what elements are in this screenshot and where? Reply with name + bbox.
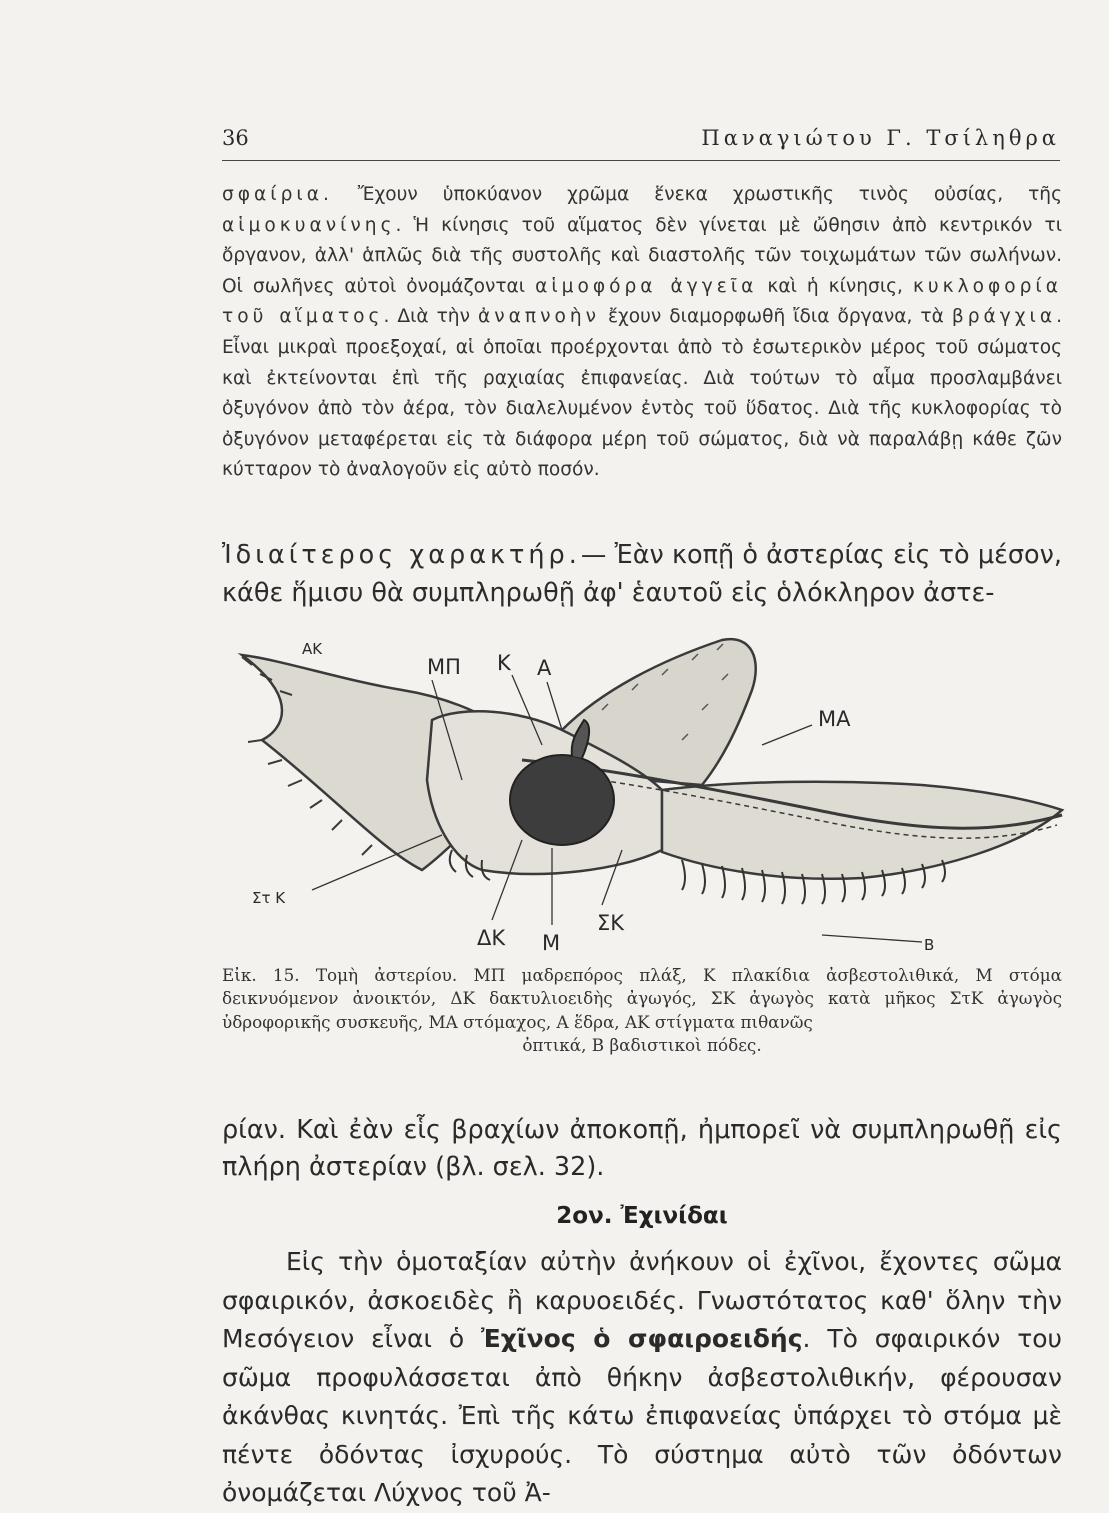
section-title-echinidae: 2ον. Ἐχινίδαι (556, 1203, 728, 1229)
label-ma: ΜΑ (818, 707, 851, 731)
text-run: — Ἐὰν κοπῇ ὁ ἀστερίας εἰς τὸ μέσον, κάθε ἥμισυ θὰ συμπληρωθῇ ἀφ' ἑαυτοῦ εἰς ὁλόκληρον ἀστε- (222, 540, 1062, 608)
starfish-illustration (222, 620, 1072, 965)
running-head: Παναγιώτου Γ. Τσίληθρα (701, 126, 1060, 150)
caption-text: Εἰκ. 15. Τομὴ ἀστερίου. ΜΠ μαδρεπόρος πλάξ, Κ πλακίδια ἀσβεστολιθικά, Μ στόμα δεικνυόμενον ἀνοικτόν, ΔΚ δακτυλιοειδὴς ἀγωγός, ΣΚ ἀγωγὸς κατὰ μῆκος ΣτΚ ἀγωγὸς ὑδροφορικῆς συσκευῆς, ΜΑ στόμαχος, Α ἕδρα, ΑΚ στίγματα πιθανῶς (222, 965, 1062, 1032)
text-run: . Εἶναι μικραὶ προεξοχαί, αἱ ὁποῖαι προέρχονται ἀπὸ τὸ ἐσωτερικὸν μέρος τοῦ σώματος καὶ ἐκτείνονται ἐπὶ τῆς ραχιαίας ἐπιφανείας. Διὰ τούτων τὸ αἷμα προσλαμβάνει ὀξυγόνον ἀπὸ τὸν ἀέρα, τὸν διαλελυμένον ἐντὸς τοῦ ὕδατος. Διὰ τῆς κυκλοφορίας τὸ ὀξυγόνον μεταφέρεται εἰς τὰ διάφορα μέρη τοῦ σώματος, διὰ νὰ παραλάβῃ κάθε ζῶν κύτταρον τὸ ἀναλογοῦν εἰς αὐτὸ ποσόν. (222, 306, 1063, 481)
label-k: Κ (497, 651, 511, 675)
text-run: καὶ ἡ κίνησις, (757, 275, 913, 297)
spaced-term: σφαίρια. (222, 184, 333, 205)
text-run: ἔχουν διαμορφωθῆ ἴδια ὄργανα, τὰ (600, 306, 952, 328)
page-number: 36 (222, 126, 249, 150)
text-run: . Διὰ τὴν (383, 306, 478, 328)
label-dk: ΔΚ (477, 926, 506, 950)
text-run: . Τὸ σφαιρικόν του σῶμα προφυλάσσεται ἀπὸ θήκην ἀσβεστολιθικήν, φέρουσαν ἀκάνθας κινητάς. Ἐπὶ τῆς κάτω ἐπιφανείας ὑπάρχει τὸ στόμα μὲ πέντε ὀδόντας ἰσχυρούς. Τὸ σύστημα αὐτὸ τῶν ὀδόντων ὀνομάζεται Λύχνος τοῦ Ἀ- (222, 1324, 1063, 1507)
label-sk: ΣΚ (597, 911, 625, 935)
label-a: Α (537, 656, 552, 680)
paragraph-blood-circulation (222, 180, 1062, 486)
label-b: Β (924, 936, 935, 954)
spaced-term: αἱμοκυανίνης (222, 214, 396, 236)
paragraph-regeneration: ρίαν. Καὶ ἐὰν εἷς βραχίων ἀποκοπῇ, ἠμπορεῖ νὰ συμπληρωθῇ εἰς πλήρη ἀστερίαν (βλ. σελ. 32). (222, 1115, 1062, 1182)
text-run: . Ἡ κίνησις τοῦ αἵματος δὲν γίνεται μὲ ὤθησιν ἀπὸ κεντρικόν τι ὄργανον, ἀλλ' ἁπλῶς διὰ τῆς συστολῆς καὶ διαστολῆς τῶν τοιχωμάτων τῶν σωλήνων. Οἱ σωλῆνες αὐτοὶ ὀνομάζονται (222, 214, 1062, 297)
stomach-sac (510, 755, 614, 845)
leader-b (822, 935, 922, 942)
spaced-term: αἱμοφόρα ἀγγεῖα (535, 275, 758, 297)
spaced-term: κυκλοφορία τοῦ αἵματος (222, 275, 1062, 328)
label-mp: ΜΠ (427, 655, 461, 679)
page-header (222, 126, 1060, 161)
text-run: Εἰς τὴν ὁμοταξίαν αὐτὴν ἀνήκουν οἱ ἐχῖνοι, ἔχοντες σῶμα σφαιρικόν, ἀσκοειδὲς ἢ καρυοειδές. Γνωστότατος καθ' ὅλην τὴν Μεσόγειον εἶναι ὁ (222, 1247, 1062, 1353)
leader-a (547, 682, 562, 730)
paragraph-echinidae (222, 1243, 1062, 1513)
text-run: Ἔχουν ὑποκύανον χρῶμα ἕνεκα χρωστικῆς τινὸς οὐσίας, τῆς (332, 184, 1062, 205)
spaced-term: ἀναπνοὴν (477, 306, 601, 328)
spaced-term: Ἰδιαίτερος χαρακτήρ. (222, 540, 581, 570)
label-stk: Στ Κ (252, 889, 286, 907)
label-m: Μ (542, 931, 561, 955)
paragraph-special-character (222, 536, 1062, 612)
starfish-section-figure (222, 620, 1072, 965)
caption-last-line: ὀπτικά, Β βαδιστικοὶ πόδες. (522, 1035, 762, 1056)
spaced-term: βράγχια (951, 306, 1057, 328)
label-ak: ΑΚ (302, 640, 323, 658)
right-arm (662, 782, 1062, 879)
leader-ma (762, 725, 812, 745)
figure-caption (222, 964, 1062, 1058)
species-name: Ἐχῖνος ὁ σφαιροειδής (480, 1324, 803, 1353)
